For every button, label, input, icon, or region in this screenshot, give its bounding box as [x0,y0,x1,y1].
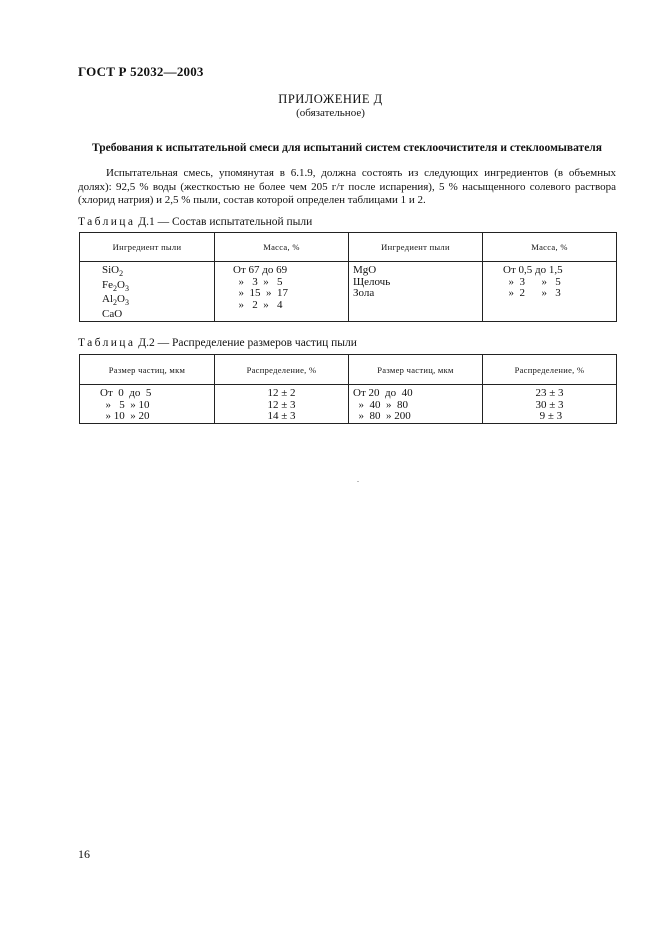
distribution-value: 23 ± 3 [535,387,564,399]
mass-value: » 2 » 3 [503,287,561,299]
table1-right-ingredients [349,262,483,322]
table1-left-ingredients [80,262,215,322]
intro-line: (хлорид натрия) и 2,5 % пыли, состав которой определен таблицами 1 и 2. [78,194,426,206]
table1-caption-text: Д.1 — Состав испытательной пыли [135,216,313,228]
size-range: » 5 » 10 [100,398,150,411]
intro-paragraph [78,167,616,208]
table2-left-sizes [80,385,215,424]
size-range: От 20 до 40 [353,387,413,399]
distribution-value: 14 ± 3 [267,410,296,422]
size-range: От 0 до 5 [100,387,152,399]
table2-right-distribution [483,385,617,424]
table1-header: Ингредиент пыли [80,233,215,262]
table2-left-distribution [215,385,349,424]
table2-header: Размер частиц, мкм [80,355,215,385]
intro-line: Испытательная смесь, упомянутая в 6.1.9, должна состоять из следующих ингредиентов (в объемных [106,167,616,179]
table1-caption [78,216,312,228]
size-range: » 40 » 80 [353,398,408,411]
appendix-title: ПРИЛОЖЕНИЕ Д [278,92,383,106]
document-standard-header: ГОСТ Р 52032—2003 [78,64,204,79]
mass-value: » 3 » 5 [233,275,283,288]
table1-right-masses [483,262,617,322]
table2-header: Распределение, % [483,355,617,385]
table2-caption-prefix: Таблица [78,337,136,349]
table2-caption [78,337,357,349]
page-number: 16 [78,847,90,861]
appendix-subtitle: (обязательное) [296,107,365,119]
table-dust-composition [79,232,617,322]
mass-value: » 15 » 17 [233,287,288,299]
table2-caption-text: Д.2 — Распределение размеров частиц пыли [135,337,357,349]
ingredient-name: Зола [353,287,375,299]
ingredient-cao: CaO [102,308,123,321]
table1-header: Масса, % [483,233,617,262]
ingredient-sio2: SiO$_2$ [102,264,124,279]
distribution-value: 30 ± 3 [535,398,564,411]
distribution-value: 12 ± 3 [267,398,296,411]
mass-value: » 3 » 5 [503,275,561,288]
intro-line: долях): 92,5 % воды (жесткостью не более чем 205 г/т после испарения), 5 % насыщенного солевого раствора [78,180,616,193]
table2-header: Размер частиц, мкм [349,355,483,385]
appendix-heading [0,92,661,119]
table1-header: Ингредиент пыли [349,233,483,262]
size-range: » 80 » 200 [353,410,411,422]
mass-value: От 67 до 69 [233,264,288,276]
ingredient-name: MgO [353,264,377,276]
size-range: » 10 » 20 [100,410,150,422]
scan-speck [357,481,359,482]
table-particle-size-distribution [79,354,617,424]
table1-header: Масса, % [215,233,349,262]
ingredient-fe2o3: $Fe_2O_3$ [102,278,129,293]
ingredient-name: Щелочь [353,275,391,288]
table1-left-masses [215,262,349,322]
mass-value: От 0,5 до 1,5 [503,264,563,276]
distribution-value: 12 ± 2 [267,387,296,399]
requirements-title: Требования к испытательной смеси для испытаний систем стеклоочистителя и стеклоомывателя [92,142,602,154]
table1-caption-prefix: Таблица [78,216,136,228]
distribution-value: 9 ± 3 [536,410,563,422]
table2-header: Распределение, % [215,355,349,385]
table2-right-sizes [349,385,483,424]
mass-value: » 2 » 4 [233,298,283,311]
ingredient-al2o3: $Al_2O_3$ [102,293,129,308]
